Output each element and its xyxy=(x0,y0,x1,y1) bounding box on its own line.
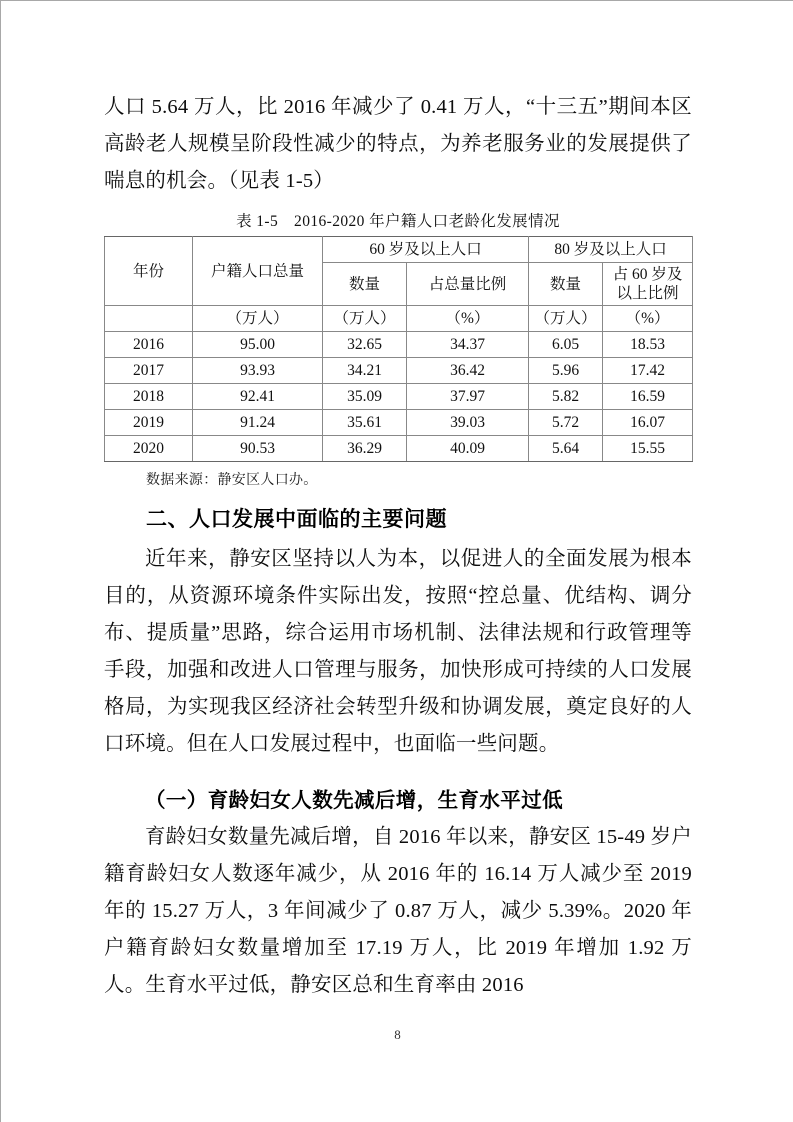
cell-count-80: 5.96 xyxy=(529,358,603,384)
table-row xyxy=(105,332,693,358)
cell-total: 95.00 xyxy=(193,332,323,358)
header-ratio-80: 占 60 岁及以上比例 xyxy=(603,263,693,306)
cell-count-80: 5.64 xyxy=(529,436,603,462)
cell-year: 2016 xyxy=(105,332,193,358)
table-row xyxy=(105,358,693,384)
cell-count-60: 35.61 xyxy=(323,410,407,436)
cell-ratio-60: 34.37 xyxy=(407,332,529,358)
cell-year: 2020 xyxy=(105,436,193,462)
spacer xyxy=(104,763,692,769)
unit-total: （万人） xyxy=(193,306,323,332)
cell-year: 2017 xyxy=(105,358,193,384)
header-group-80plus: 80 岁及以上人口 xyxy=(529,237,693,263)
cell-count-60: 32.65 xyxy=(323,332,407,358)
paragraph-intro: 人口 5.64 万人，比 2016 年减少了 0.41 万人，“十三五”期间本区高龄老人规模呈阶段性减少的特点，为养老服务业的发展提供了喘息的机会。（见表 1-5） xyxy=(104,96,692,192)
header-ratio-60: 占总量比例 xyxy=(407,263,529,306)
cell-total: 90.53 xyxy=(193,436,323,462)
cell-ratio-80: 17.42 xyxy=(603,358,693,384)
header-total-population: 户籍人口总量 xyxy=(193,237,323,306)
cell-ratio-60: 36.42 xyxy=(407,358,529,384)
cell-ratio-60: 40.09 xyxy=(407,436,529,462)
page-content xyxy=(104,89,692,1004)
table-header-row-units xyxy=(105,306,693,332)
cell-total: 93.93 xyxy=(193,358,323,384)
cell-count-80: 6.05 xyxy=(529,332,603,358)
unit-count-60: （万人） xyxy=(323,306,407,332)
subsection-heading-1: （一）育龄妇女人数先减后增，生育水平过低 xyxy=(145,789,563,812)
cell-ratio-60: 39.03 xyxy=(407,410,529,436)
table-row xyxy=(105,384,693,410)
cell-count-80: 5.72 xyxy=(529,410,603,436)
cell-year: 2019 xyxy=(105,410,193,436)
cell-count-80: 5.82 xyxy=(529,384,603,410)
cell-total: 92.41 xyxy=(193,384,323,410)
cell-ratio-80: 18.53 xyxy=(603,332,693,358)
cell-total: 91.24 xyxy=(193,410,323,436)
table-source-note: 数据来源：静安区人口办。 xyxy=(146,473,318,488)
cell-year: 2018 xyxy=(105,384,193,410)
header-count-80: 数量 xyxy=(529,263,603,306)
table-header-row-groups xyxy=(105,237,693,263)
cell-count-60: 34.21 xyxy=(323,358,407,384)
paragraph-body-2: 育龄妇女数量先减后增，自 2016 年以来，静安区 15-49 岁户籍育龄妇女人数逐年减少，从 2016 年的 16.14 万人减少至 2019 年的 15.27 万人，3 年间减少了 0.87 万人，减少 5.39%。2020 年户籍育龄妇女数量增加至 17.19 万人，比 2019 年增加 1.92 万人。生育水平过低，静安区总和生育率由 2016 xyxy=(104,826,692,996)
unit-ratio-60: （%） xyxy=(407,306,529,332)
table-caption: 表 1-5 2016-2020 年户籍人口老龄化发展情况 xyxy=(236,213,560,230)
cell-ratio-80: 16.59 xyxy=(603,384,693,410)
cell-ratio-80: 15.55 xyxy=(603,436,693,462)
cell-count-60: 36.29 xyxy=(323,436,407,462)
table-row xyxy=(105,410,693,436)
table-row xyxy=(105,436,693,462)
cell-ratio-60: 37.97 xyxy=(407,384,529,410)
header-year: 年份 xyxy=(105,237,193,306)
cell-count-60: 35.09 xyxy=(323,384,407,410)
aging-population-table xyxy=(104,236,693,462)
cell-ratio-80: 16.07 xyxy=(603,410,693,436)
section-heading-2: 二、人口发展中面临的主要问题 xyxy=(146,508,447,531)
header-group-60plus: 60 岁及以上人口 xyxy=(323,237,529,263)
header-count-60: 数量 xyxy=(323,263,407,306)
unit-ratio-80: （%） xyxy=(603,306,693,332)
table-body xyxy=(105,332,693,462)
page-number: 8 xyxy=(394,1027,401,1042)
paragraph-body-1: 近年来，静安区坚持以人为本，以促进人的全面发展为根本目的，从资源环境条件实际出发，按照“控总量、优结构、调分布、提质量”思路，综合运用市场机制、法律法规和行政管理等手段，加强和改进人口管理与服务，加快形成可持续的人口发展格局，为实现我区经济社会转型升级和协调发展，奠定良好的人口环境。但在人口发展过程中，也面临一些问题。 xyxy=(104,548,692,755)
unit-year-blank xyxy=(105,306,193,332)
unit-count-80: （万人） xyxy=(529,306,603,332)
